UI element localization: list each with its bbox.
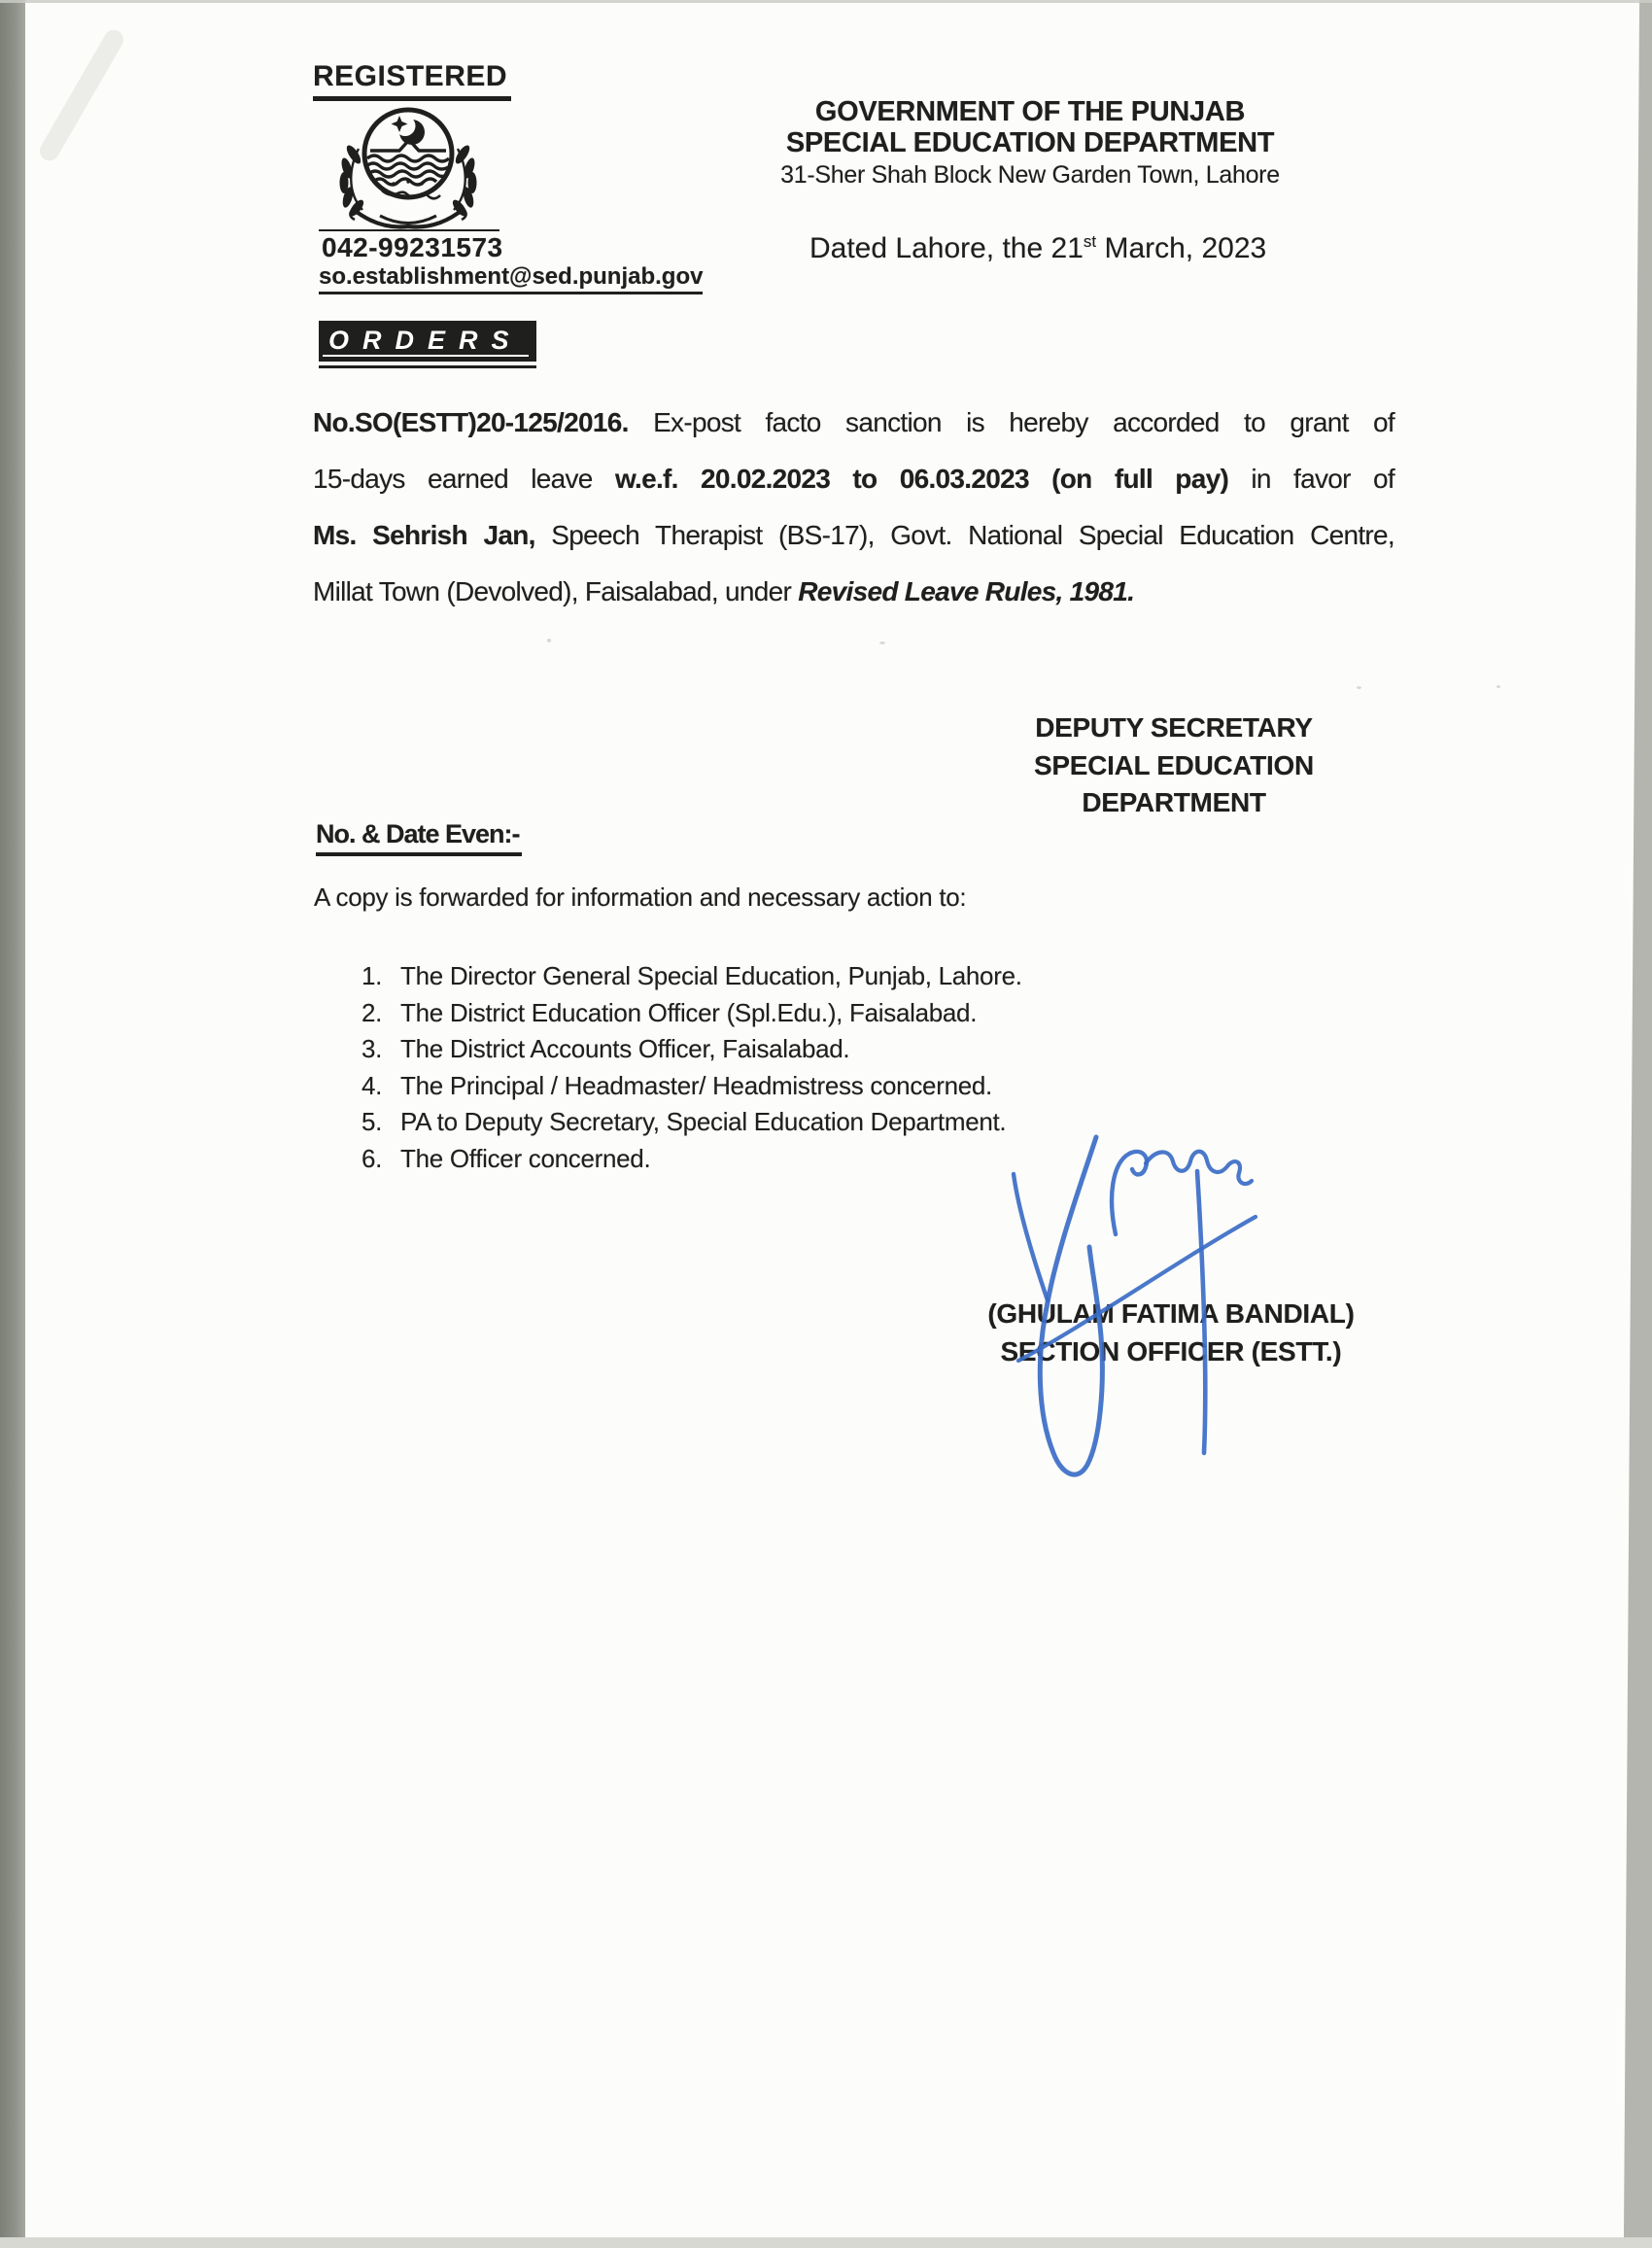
- scan-edge-bottom: [0, 2237, 1652, 2248]
- list-item: [361, 1141, 1022, 1178]
- list-item: [361, 1031, 1022, 1068]
- employee-name: Ms. Sehrish Jan,: [313, 520, 535, 550]
- registered-label: REGISTERED: [313, 60, 511, 101]
- item-text: The Principal / Headmaster/ Headmistress concerned.: [400, 1070, 992, 1100]
- signatory-line2: SPECIAL EDUCATION: [1034, 749, 1314, 780]
- item-text: The Officer concerned.: [400, 1143, 651, 1173]
- item-number: 4.: [361, 1070, 383, 1100]
- phone-number: 042-99231573: [322, 232, 503, 262]
- orders-heading: ORDERS: [328, 326, 523, 355]
- punjab-government-crest-logo: [324, 100, 489, 236]
- item-number: 2.: [361, 997, 383, 1027]
- letterhead: [777, 96, 1283, 189]
- signatory-designation-block: [1028, 709, 1320, 822]
- scan-edge-right: [1623, 0, 1652, 2248]
- order-paragraph: [313, 395, 1394, 620]
- date-ordinal: st: [1083, 232, 1097, 251]
- date-line: [809, 232, 1266, 265]
- list-item: [361, 1068, 1022, 1105]
- phone-top-rule: [319, 229, 499, 231]
- order-line-1: [313, 395, 1394, 451]
- leave-rules-reference: Revised Leave Rules, 1981.: [798, 576, 1135, 606]
- item-number: 6.: [361, 1143, 383, 1173]
- item-text: The District Accounts Officer, Faisalabad.: [400, 1034, 850, 1064]
- date-prefix: Dated Lahore, the 21: [809, 232, 1084, 264]
- org-address: 31-Sher Shah Block New Garden Town, Lahore: [780, 161, 1280, 189]
- signatory-name: (GHULAM FATIMA BANDIAL): [987, 1298, 1355, 1329]
- scan-speck: [547, 639, 551, 642]
- list-item: [361, 958, 1022, 995]
- signatory-line1: DEPUTY SECRETARY: [1035, 712, 1313, 743]
- date-suffix: March, 2023: [1096, 232, 1267, 264]
- distribution-list: [361, 958, 1022, 1178]
- reference-heading: No. & Date Even:-: [316, 819, 522, 856]
- list-item: [361, 995, 1022, 1032]
- order-line2-pre: 15-days earned leave: [313, 464, 615, 494]
- item-text: The Director General Special Education, Punjab, Lahore.: [400, 961, 1022, 990]
- email-address: so.establishment@sed.punjab.gov: [319, 263, 703, 294]
- item-number: 1.: [361, 961, 383, 990]
- signatory-line3: DEPARTMENT: [1082, 787, 1266, 818]
- orders-heading-box: [319, 321, 536, 362]
- forward-note: A copy is forwarded for information and necessary action to:: [314, 882, 967, 912]
- order-line2-post: in favor of: [1228, 464, 1394, 494]
- scan-edge-left: [0, 0, 25, 2248]
- order-line3-text: Speech Therapist (BS-17), Govt. National Special Education Centre,: [534, 520, 1395, 550]
- item-text: The District Education Officer (Spl.Edu.), Faisalabad.: [400, 997, 978, 1027]
- order-ref-number: No.SO(ESTT)20-125/2016.: [313, 407, 629, 437]
- order-line1-text: Ex-post facto sanction is hereby accorded to grant of: [628, 407, 1394, 437]
- order-line-4: [313, 564, 1394, 620]
- orders-underline: [319, 365, 536, 368]
- leave-dates: w.e.f. 20.02.2023 to 06.03.2023 (on full pay): [614, 464, 1229, 494]
- item-number: 3.: [361, 1034, 383, 1064]
- scan-streak-artifact: [36, 26, 126, 164]
- scan-speck: [1497, 685, 1500, 688]
- orders-inner-rule: [323, 355, 529, 357]
- handwritten-signature-ink: [962, 1093, 1292, 1502]
- item-text: PA to Deputy Secretary, Special Education Department.: [400, 1107, 1007, 1137]
- signatory-title: SECTION OFFICER (ESTT.): [1000, 1336, 1342, 1366]
- scan-edge-top: [0, 0, 1652, 3]
- org-name-line1: GOVERNMENT OF THE PUNJAB: [814, 96, 1246, 127]
- item-number: 5.: [361, 1107, 383, 1137]
- list-item: [361, 1104, 1022, 1141]
- org-name-line2: SPECIAL EDUCATION DEPARTMENT: [785, 127, 1275, 158]
- scan-speck: [1357, 686, 1361, 689]
- order-line4-pre: Millat Town (Devolved), Faisalabad, under: [313, 576, 799, 606]
- order-line-3: [313, 507, 1394, 564]
- order-line-2: [313, 451, 1394, 507]
- scan-speck: [879, 641, 885, 644]
